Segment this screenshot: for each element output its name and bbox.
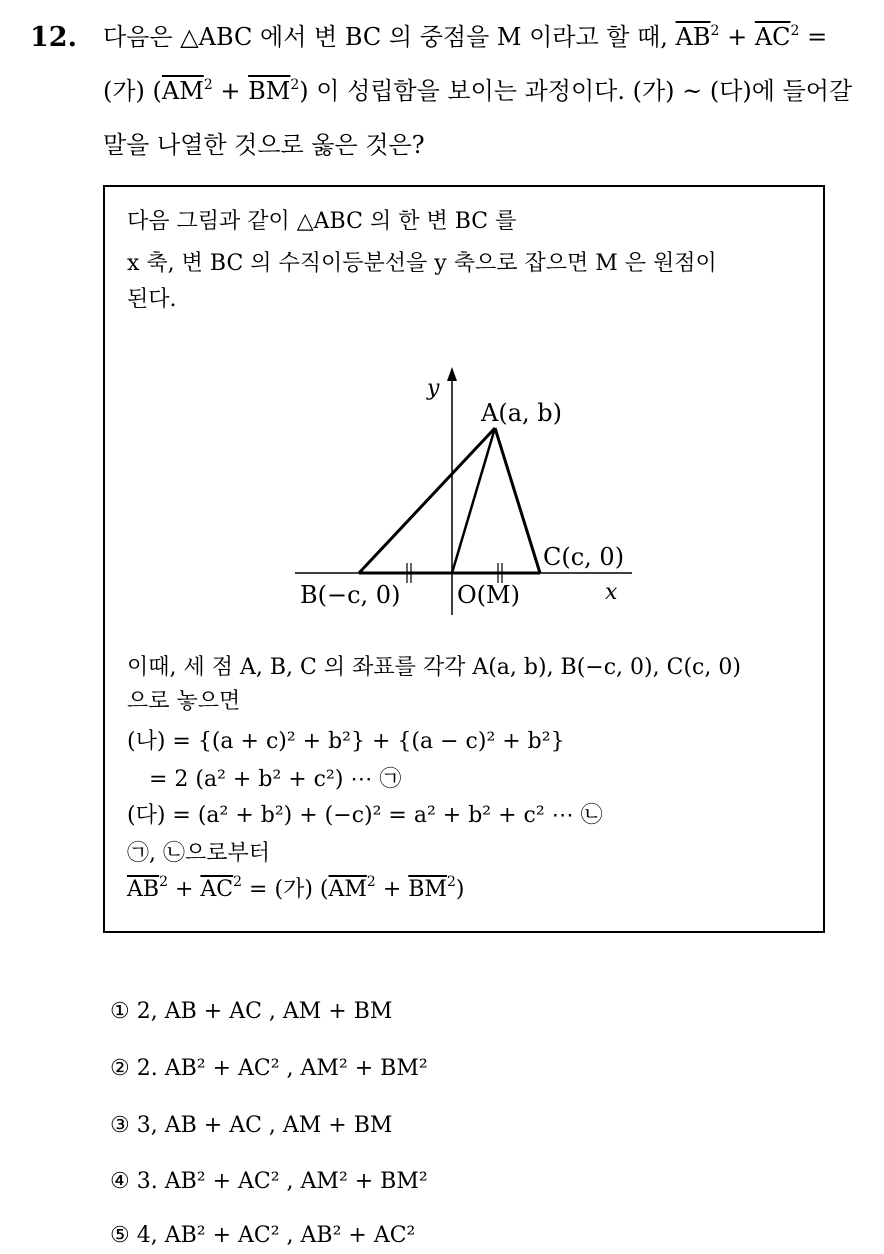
choice-4-marker: ④ xyxy=(110,1169,130,1194)
x-axis-label: x xyxy=(605,580,618,605)
stem-formula-1: $\overline{AB}^2 + \overline{AC}^2$ = xyxy=(675,23,828,51)
box-equation-4: ㉠, ㉡으로부터 xyxy=(127,841,270,866)
stem-formula-2: (가) $(\overline{AM}^2 + \overline{BM}^2)$ xyxy=(103,77,309,105)
point-b-label: B(−c, 0) xyxy=(300,581,401,609)
box-intro-line1: 다음 그림과 같이 △ABC 의 한 변 BC 를 xyxy=(127,209,517,234)
stem-text-2: 이 성립함을 보이는 과정이다. (가) ~ (다)에 들어갈 xyxy=(308,77,853,105)
coordinate-figure xyxy=(105,357,823,617)
choice-5-text: 4, AB² + AC² , AB² + AC² xyxy=(136,1223,416,1248)
question-stem-line3: 말을 나열한 것으로 옳은 것은? xyxy=(103,131,425,159)
question-number: 12. xyxy=(30,22,77,53)
choice-5[interactable] xyxy=(110,1222,415,1250)
choice-4[interactable] xyxy=(110,1168,428,1196)
origin-label: O(M) xyxy=(457,581,520,609)
choice-1-text: 2, AB + AC , AM + BM xyxy=(136,999,393,1024)
choice-5-marker: ⑤ xyxy=(110,1223,130,1248)
question-stem-line1 xyxy=(103,22,827,52)
box-equation-5: $\overline{AB}^2 + \overline{AC}^2$ = (가) $(\overline{AM}^2 + \overline{BM}^2)$ xyxy=(127,874,465,902)
box-intro-line2: x 축, 변 BC 의 수직이등분선을 y 축으로 잡으면 M 은 원점이 xyxy=(127,251,717,276)
box-intro-line3: 된다. xyxy=(127,287,177,312)
choice-2[interactable] xyxy=(110,1055,428,1083)
choice-1-marker: ① xyxy=(110,999,130,1024)
choice-3-text: 3, AB + AC , AM + BM xyxy=(136,1113,393,1138)
choice-2-marker: ② xyxy=(110,1056,130,1081)
point-c-label: C(c, 0) xyxy=(543,543,625,571)
box-equation-1: (나) = {(a + c)² + b²} + {(a − c)² + b²} xyxy=(127,729,565,754)
y-axis-label: y xyxy=(427,376,440,401)
proof-box xyxy=(103,185,825,933)
box-equation-2: = 2 (a² + b² + c²) ⋯ ㉠ xyxy=(149,767,402,792)
choice-2-text: 2. AB² + AC² , AM² + BM² xyxy=(136,1056,428,1081)
box-step-line1: 이때, 세 점 A, B, C 의 좌표를 각각 A(a, b), B(−c, 0), C(c, 0) xyxy=(127,655,741,680)
side-ac xyxy=(495,428,540,573)
choice-3-marker: ③ xyxy=(110,1113,130,1138)
box-step-line2: 으로 놓으면 xyxy=(127,689,241,714)
box-equation-3: (다) = (a² + b²) + (−c)² = a² + b² + c² ⋯ ㉡ xyxy=(127,803,603,828)
question-stem-line2 xyxy=(103,76,852,106)
stem-text-1: 다음은 △ABC 에서 변 BC 의 중점을 M 이라고 할 때, xyxy=(103,23,676,51)
choice-4-text: 3. AB² + AC² , AM² + BM² xyxy=(136,1169,428,1194)
y-axis-arrow-icon xyxy=(447,367,457,381)
point-a-label: A(a, b) xyxy=(481,399,562,427)
choice-3[interactable] xyxy=(110,1112,392,1140)
choice-1[interactable] xyxy=(110,998,392,1026)
